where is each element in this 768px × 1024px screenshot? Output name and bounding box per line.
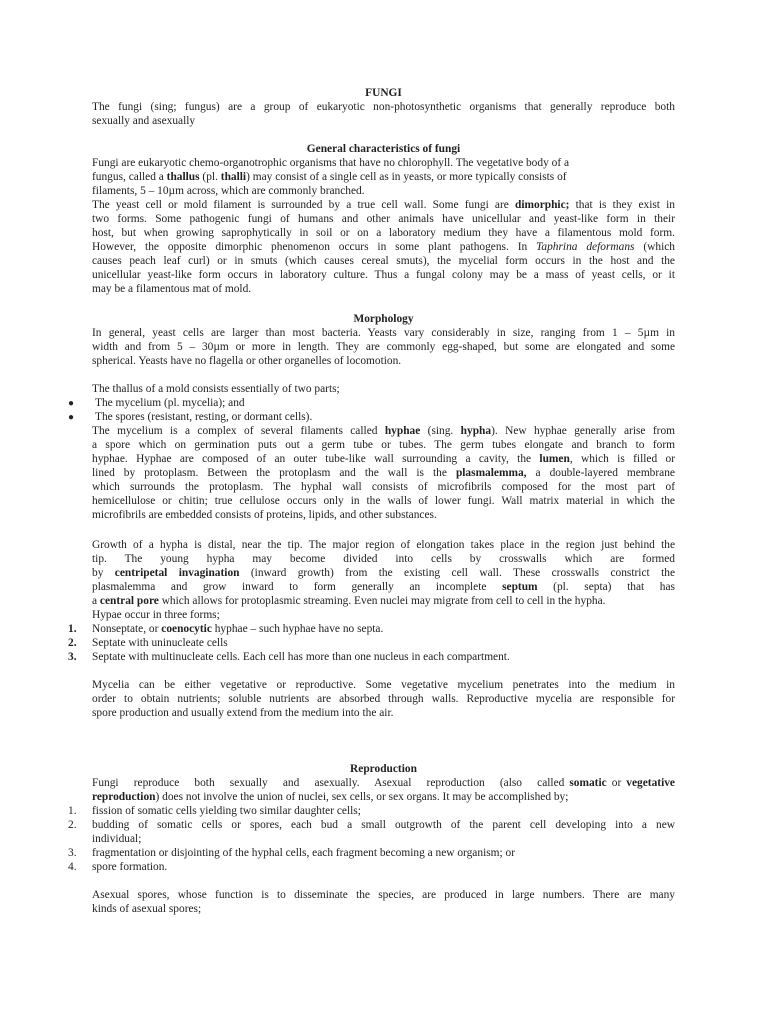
list-item: The mycelium (pl. mycelia); and: [95, 397, 245, 409]
morphology-p3-line: a central pore which allows for protoplasmic streaming. Even nuclei may migrate from cell to cell in the hypha.: [92, 595, 606, 607]
list-item: Septate with multinucleate cells. Each cell has more than one nucleus in each compartment.: [92, 651, 510, 663]
list-item: Septate with uninucleate cells: [92, 637, 228, 649]
general-p1-line: fungus, called a thallus (pl. thalli) may consist of a single cell as in yeasts, or more typically consists of: [92, 171, 567, 183]
list-item-continuation: individual;: [92, 833, 142, 845]
list-item: spore formation.: [92, 861, 168, 873]
morphology-p2-line: a spore which on germination puts out a germ tube or tubes. The germ tubes elongate and branch to form: [92, 439, 675, 451]
reproduction-p2-line: Asexual spores, whose function is to disseminate the species, are produced in large numbers. There are many: [92, 889, 675, 901]
reproduction-p1-line: reproduction) does not involve the union of nuclei, sex cells, or sex organs. It may be accomplished by;: [92, 791, 569, 803]
general-p2-line: causes peach leaf curl) or in smuts (which causes cereal smuts), the mycelial form occurs in the host and the: [92, 255, 675, 267]
section-heading-morphology: Morphology: [353, 313, 414, 325]
morphology-p3-line: Growth of a hypha is distal, near the tip. The major region of elongation takes place in the region just behind the: [92, 539, 675, 551]
list-number: 1.: [68, 623, 77, 635]
morphology-p3-line: by centripetal invagination (inward growth) from the existing cell wall. These crosswalls constrict the: [92, 567, 675, 579]
morphology-p1-line: In general, yeast cells are larger than most bacteria. Yeasts vary considerably in size, ranging from 1 – 5µm in: [92, 327, 675, 339]
bullet-icon: ●: [68, 412, 75, 423]
intro-line-2: sexually and asexually: [92, 115, 196, 127]
morphology-p2-line: The mycelium is a complex of several filaments called hyphae (sing. hypha). New hyphae generally arise from: [92, 425, 675, 437]
general-p2-line: However, the opposite dimorphic phenomenon occurs in some plant pathogens. In Taphrina deformans (which: [92, 241, 675, 253]
section-heading-general: General characteristics of fungi: [306, 143, 461, 155]
morphology-p1-line: spherical. Yeasts have no flagella or other organelles of locomotion.: [92, 355, 402, 367]
document-title: FUNGI: [365, 87, 402, 99]
morphology-p2-line: microfibrils are embedded consists of proteins, lipids, and other substances.: [92, 509, 437, 521]
list-item: fragmentation or disjointing of the hyphal cells, each fragment becoming a new organism; or: [92, 847, 516, 859]
general-p1-line: Fungi are eukaryotic chemo-organotrophic organisms that have no chlorophyll. The vegetative body of a: [92, 157, 570, 169]
reproduction-p2-line: kinds of asexual spores;: [92, 903, 202, 915]
list-number: 2.: [68, 819, 77, 831]
morphology-p2-line: lined by protoplasm. Between the protoplasm and the wall is the plasmalemma, a double-layered membrane: [92, 467, 675, 479]
general-p2-line: The yeast cell or mold filament is surrounded by a true cell wall. Some fungi are dimorphic; that is they exist in: [92, 199, 675, 211]
morphology-p3-line: Hypae occur in three forms;: [92, 609, 220, 621]
general-p2-line: may be a filamentous mat of mold.: [92, 283, 252, 295]
general-p2-line: host, but when growing saprophytically in soil or on a laboratory medium they have a filamentous mold form.: [92, 227, 675, 239]
list-number: 4.: [68, 861, 77, 873]
list-number: 1.: [68, 805, 77, 817]
morphology-p2-line: which surrounds the protoplasm. The hyphal wall consists of microfibrils composed for the most part of: [92, 481, 675, 493]
bullet-icon: ●: [68, 398, 75, 409]
intro-line-1: The fungi (sing; fungus) are a group of eukaryotic non-photosynthetic organisms that generally reproduce both: [92, 101, 675, 113]
morphology-p4-line: spore production and usually extend from the medium into the air.: [92, 707, 394, 719]
morphology-p4-line: Mycelia can be either vegetative or reproductive. Some vegetative mycelium penetrates into the medium in: [92, 679, 675, 691]
list-item: The spores (resistant, resting, or dormant cells).: [95, 411, 313, 423]
general-p2-line: two forms. Some pathogenic fungi of humans and other animals have unicellular and yeast-like form in their: [92, 213, 675, 225]
morphology-p3-line: plasmalemma and grow inward to form generally an incomplete septum (pl. septa) that has: [92, 581, 675, 593]
list-number: 2.: [68, 637, 77, 649]
morphology-p3-line: tip. The young hypha may become divided into cells by crosswalls which are formed: [92, 553, 675, 565]
list-item: fission of somatic cells yielding two similar daughter cells;: [92, 805, 361, 817]
morphology-p1-line: width and from 5 – 30µm or more in length. They are commonly egg-shaped, but some are elongated and some: [92, 341, 675, 353]
thallus-intro: The thallus of a mold consists essentially of two parts;: [92, 383, 340, 395]
morphology-p4-line: order to obtain nutrients; soluble nutrients are absorbed through walls. Reproductive mycelia are responsible for: [92, 693, 675, 705]
list-number: 3.: [68, 651, 77, 663]
list-item: budding of somatic cells or spores, each bud a small outgrowth of the parent cell developing into a new: [92, 819, 675, 831]
list-item: Nonseptate, or coenocytic hyphae – such hyphae have no septa.: [92, 623, 384, 635]
morphology-p2-line: hemicellulose or chitin; true cellulose occurs only in the walls of lower fungi. Wall matrix material in which the: [92, 495, 675, 507]
reproduction-p1-line: Fungi reproduce both sexually and asexually. Asexual reproduction (also called somatic or vegetative: [92, 777, 675, 789]
morphology-p2-line: hyphae. Hyphae are composed of an outer tube-like wall surrounding a cavity, the lumen, which is filled or: [92, 453, 675, 465]
list-number: 3.: [68, 847, 77, 859]
general-p2-line: unicellular yeast-like form occurs in laboratory culture. Thus a fungal colony may be a mass of yeast cells, or it: [92, 269, 675, 281]
section-heading-reproduction: Reproduction: [350, 763, 417, 775]
general-p1-line: filaments, 5 – 10µm across, which are commonly branched.: [92, 185, 365, 197]
